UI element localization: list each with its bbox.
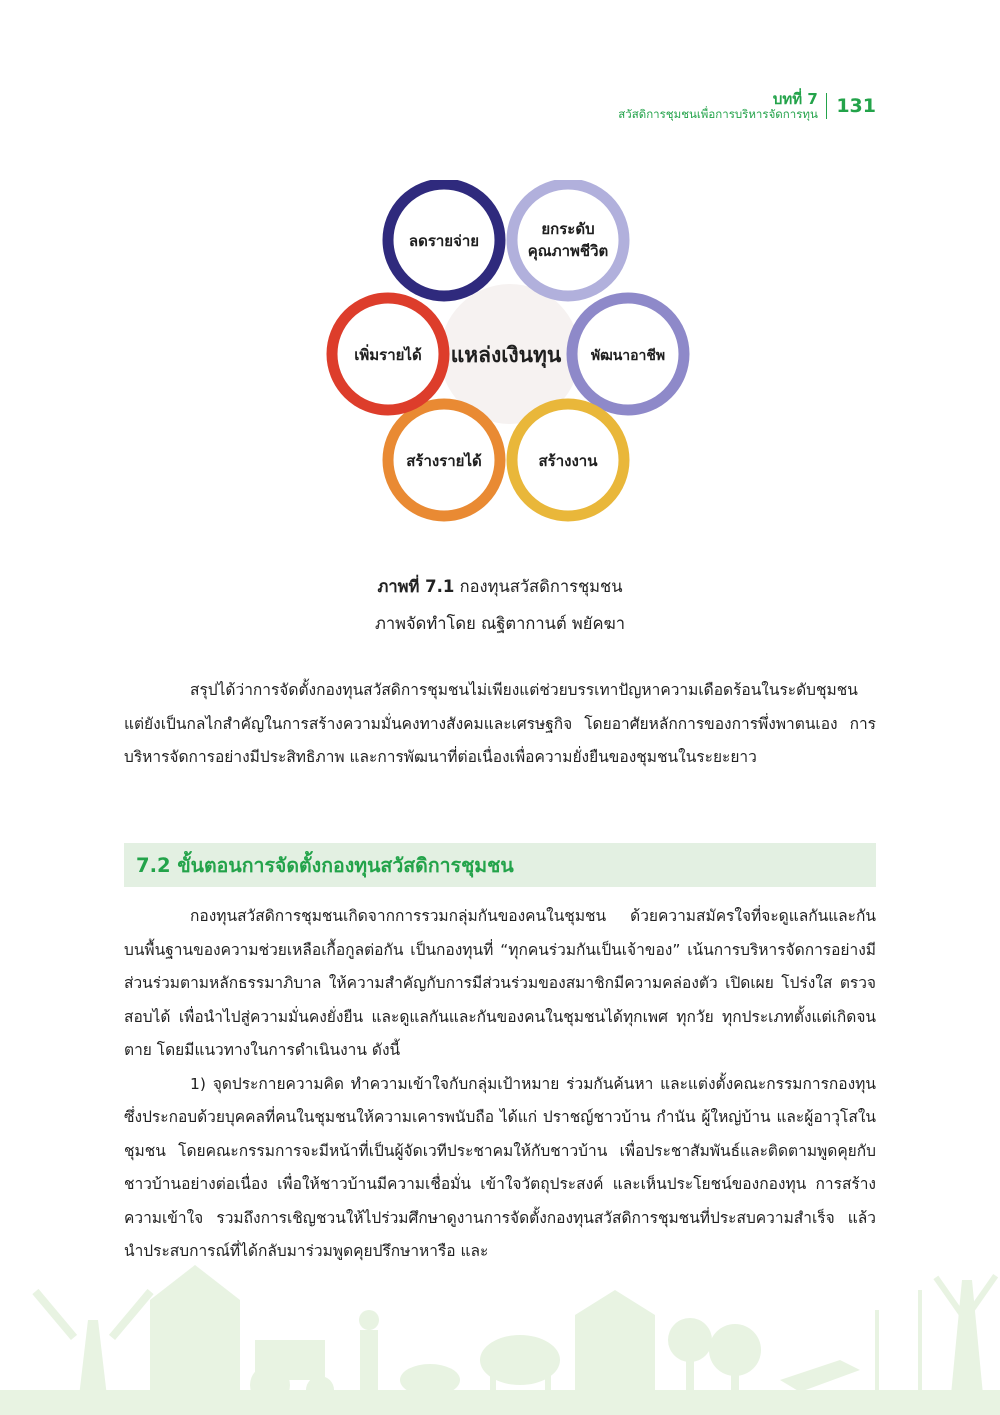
ring-increase-income [332, 298, 444, 410]
ring-diagram-svg [320, 180, 700, 540]
summary-text: สรุปได้ว่าการจัดตั้งกองทุนสวัสดิการชุมชนไม่เพียงแต่ช่วยบรรเทาปัญหาความเดือดร้อนในระดับชุมชน แต่ยังเป็นกลไกสำคัญในการสร้างความมั่นคงทางสังคมและเศรษฐกิจ โดยอาศัยหลักการของการพึ่งพาตนเอง การบริหารจัดการอย่างมีประสิทธิภาพ และการพัฒนาที่ต่อเนื่องเพื่อความยั่งยืนของชุมชนในระยะยาว [124, 681, 876, 766]
ring-label-quality-line1: ยกระดับ [541, 220, 595, 238]
section-heading-bar [124, 843, 876, 887]
ring-label-quality-line2: คุณภาพชีวิต [527, 242, 609, 260]
ring-quality-of-life [512, 184, 624, 296]
header-divider [826, 93, 828, 119]
funding-source-diagram [320, 180, 700, 540]
section-paragraph-1: กองทุนสวัสดิการชุมชนเกิดจากการรวมกลุ่มกันของคนในชุมชน ด้วยความสมัครใจที่จะดูแลกันและกันบนพื้นฐานของความช่วยเหลือเกื้อกูลต่อกัน เป็นกองทุนที่ “ทุกคนร่วมกันเป็นเจ้าของ” เน้นการบริหารจัดการอย่างมีส่วนร่วมตามหลักธรรมาภิบาล ให้ความสำคัญกับการมีส่วนร่วมของสมาชิกมีความคล่องตัว เปิดเผย โปร่งใส ตรวจสอบได้ เพื่อนำไปสู่ความมั่นคงยั่งยืน และดูแลกันและกันของคนในชุมชนได้ทุกเพศ ทุกวัย ทุกประเภทตั้งแต่เกิดจนตาย โดยมีแนวทางในการดำเนินงาน ดังนี้ [124, 907, 876, 1059]
header-titles [618, 92, 818, 120]
center-label: แหล่งเงินทุน [450, 343, 562, 367]
ring-label-career: พัฒนาอาชีพ [590, 348, 666, 364]
footer-silhouettes [0, 1265, 1000, 1415]
ring-create-income [388, 404, 500, 516]
page-header [618, 92, 876, 120]
ring-label-reduce-expenses: ลดรายจ่าย [408, 232, 480, 250]
ring-label-create-income: สร้างรายได้ [406, 452, 482, 470]
figure-caption [0, 574, 1000, 600]
section-title: 7.2 ขั้นตอนการจัดตั้งกองทุนสวัสดิการชุมชน [136, 853, 514, 877]
page-number: 131 [836, 94, 876, 117]
ring-reduce-expenses [388, 184, 500, 296]
ring-label-jobs: สร้างงาน [538, 452, 598, 470]
section-paragraph-2: 1) จุดประกายความคิด ทำความเข้าใจกับกลุ่มเป้าหมาย ร่วมกันค้นหา และแต่งตั้งคณะกรรมการกองทุนซึ่งประกอบด้วยบุคคลที่คนในชุมชนให้ความเคารพนับถือ ได้แก่ ปราชญ์ชาวบ้าน กำนัน ผู้ใหญ่บ้าน และผู้อาวุโสในชุมชน โดยคณะกรรมการจะมีหน้าที่เป็นผู้จัดเวทีประชาคมให้กับชาวบ้าน เพื่อประชาสัมพันธ์และติดตามพูดคุยกับชาวบ้านอย่างต่อเนื่อง เพื่อให้ชาวบ้านมีความเชื่อมั่น เข้าใจวัตถุประสงค์ และเห็นประโยชน์ของกองทุน การสร้างความเข้าใจ รวมถึงการเชิญชวนให้ไปร่วมศึกษาดูงานการจัดตั้งกองทุนสวัสดิการชุมชนที่ประสบความสำเร็จ แล้วนำประสบการณ์ที่ได้กลับมาร่วมพูดคุยปรึกษาหารือ และ [124, 1074, 876, 1260]
summary-paragraph [124, 674, 876, 775]
figure-number: ภาพที่ 7.1 [377, 577, 455, 596]
chapter-title: สวัสดิการชุมชนเพื่อการบริหารจัดการทุน [618, 106, 818, 121]
section-body [124, 900, 876, 1269]
figure-credit: ภาพจัดทำโดย ณฐิตากานต์ พยัคฆา [374, 614, 625, 633]
footer-farm-illustration [0, 1220, 1000, 1415]
chapter-label: บทที่ 7 [772, 90, 818, 108]
ring-create-jobs [512, 404, 624, 516]
ring-career-development [572, 298, 684, 410]
figure-title: กองทุนสวัสดิการชุมชน [459, 577, 623, 596]
ring-label-increase-income: เพิ่มรายได้ [354, 346, 422, 364]
